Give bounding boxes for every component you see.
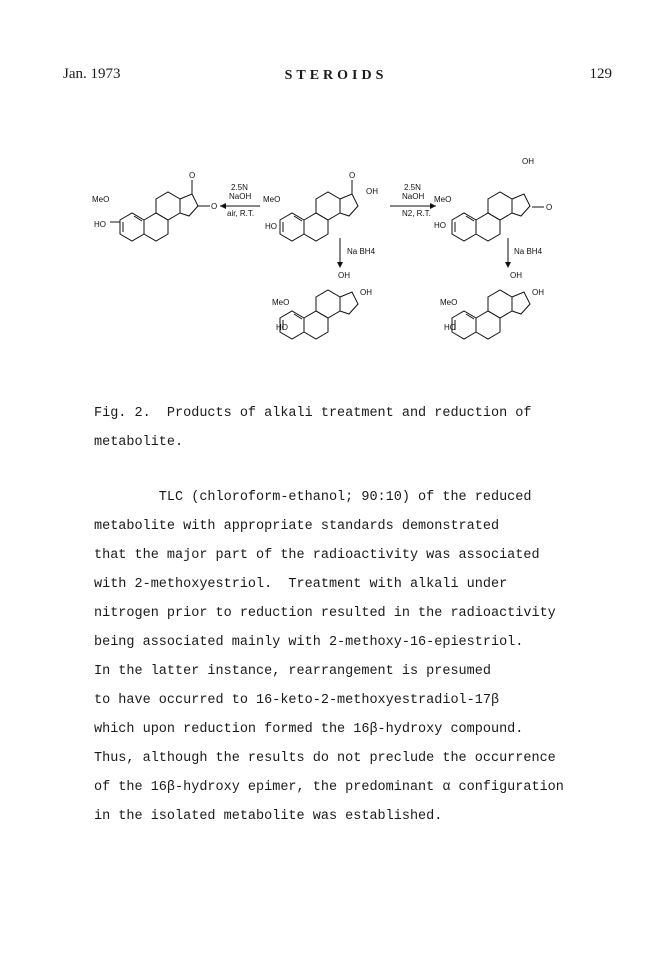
running-header-journal: STEROIDS <box>284 68 388 83</box>
body-text-line: metabolite with appropriate standards demonstrated <box>94 519 500 534</box>
hydroxy-label: HO <box>265 222 277 231</box>
reagent-label: air, R.T. <box>227 209 255 218</box>
oxo-label: O <box>546 203 553 212</box>
body-text-line: which upon reduction formed the 16β-hydroxy compound. <box>94 722 524 737</box>
hydroxy-label: OH <box>338 271 350 280</box>
compound-metabolite <box>263 171 378 241</box>
methoxy-label: MeO <box>272 298 290 307</box>
reductant-label: Na BH4 <box>347 247 376 256</box>
compound-2-methoxy-16-epiestriol <box>440 271 544 339</box>
reagent-label: NaOH <box>229 192 252 201</box>
compound-2-methoxyestriol <box>272 271 372 339</box>
oxo-label: O <box>349 171 356 180</box>
hydroxy-label: OH <box>360 288 372 297</box>
reductant-label: Na BH4 <box>514 247 543 256</box>
hydroxy-label: OH <box>532 288 544 297</box>
reaction-arrow-air <box>220 183 260 218</box>
hydroxy-label: HO <box>94 220 106 229</box>
hydroxy-label: OH <box>366 187 378 196</box>
oxo-label: O <box>189 171 196 180</box>
compound-16-keto <box>92 171 217 241</box>
figure-caption-line: Fig. 2. Products of alkali treatment and reduction of <box>94 406 532 421</box>
methoxy-label: MeO <box>263 195 281 204</box>
reduction-arrow-right <box>505 238 543 268</box>
reaction-arrow-nitrogen <box>390 183 436 218</box>
reduction-arrow-center <box>337 238 376 268</box>
body-text-line: Thus, although the results do not preclude the occurrence <box>94 751 556 766</box>
body-text-line: to have occurred to 16-keto-2-methoxyestradiol-17β <box>94 693 500 708</box>
reagent-label: NaOH <box>402 192 425 201</box>
hydroxy-label: OH <box>522 157 534 166</box>
hydroxy-label: HO <box>434 221 446 230</box>
page-number: 129 <box>589 66 612 82</box>
body-text-line: being associated mainly with 2-methoxy-16-epiestriol. <box>94 635 524 650</box>
figure-caption-line: metabolite. <box>94 435 184 450</box>
body-text-line: of the 16β-hydroxy epimer, the predominant α configuration <box>94 780 564 795</box>
running-header-date: Jan. 1973 <box>63 66 121 82</box>
hydroxy-label: HO <box>276 323 288 332</box>
methoxy-label: MeO <box>434 195 452 204</box>
methoxy-label: MeO <box>440 298 458 307</box>
reaction-scheme-figure <box>92 150 580 350</box>
body-text-line: In the latter instance, rearrangement is presumed <box>94 664 491 679</box>
body-text-line: with 2-methoxyestriol. Treatment with alkali under <box>94 577 508 592</box>
hydroxy-label: HO <box>444 323 456 332</box>
body-text-line: nitrogen prior to reduction resulted in the radioactivity <box>94 606 556 621</box>
reagent-label: 2.5N <box>404 183 421 192</box>
compound-17-keto <box>434 157 552 241</box>
hydroxy-label: OH <box>510 271 522 280</box>
oxo-label: O <box>211 202 218 211</box>
body-text-line: that the major part of the radioactivity was associated <box>94 548 540 563</box>
reagent-label: 2.5N <box>231 183 248 192</box>
reagent-label: N2, R.T. <box>402 209 431 218</box>
methoxy-label: MeO <box>92 195 110 204</box>
body-text-line: TLC (chloroform-ethanol; 90:10) of the reduced <box>94 490 532 505</box>
body-text-line: in the isolated metabolite was established. <box>94 809 443 824</box>
